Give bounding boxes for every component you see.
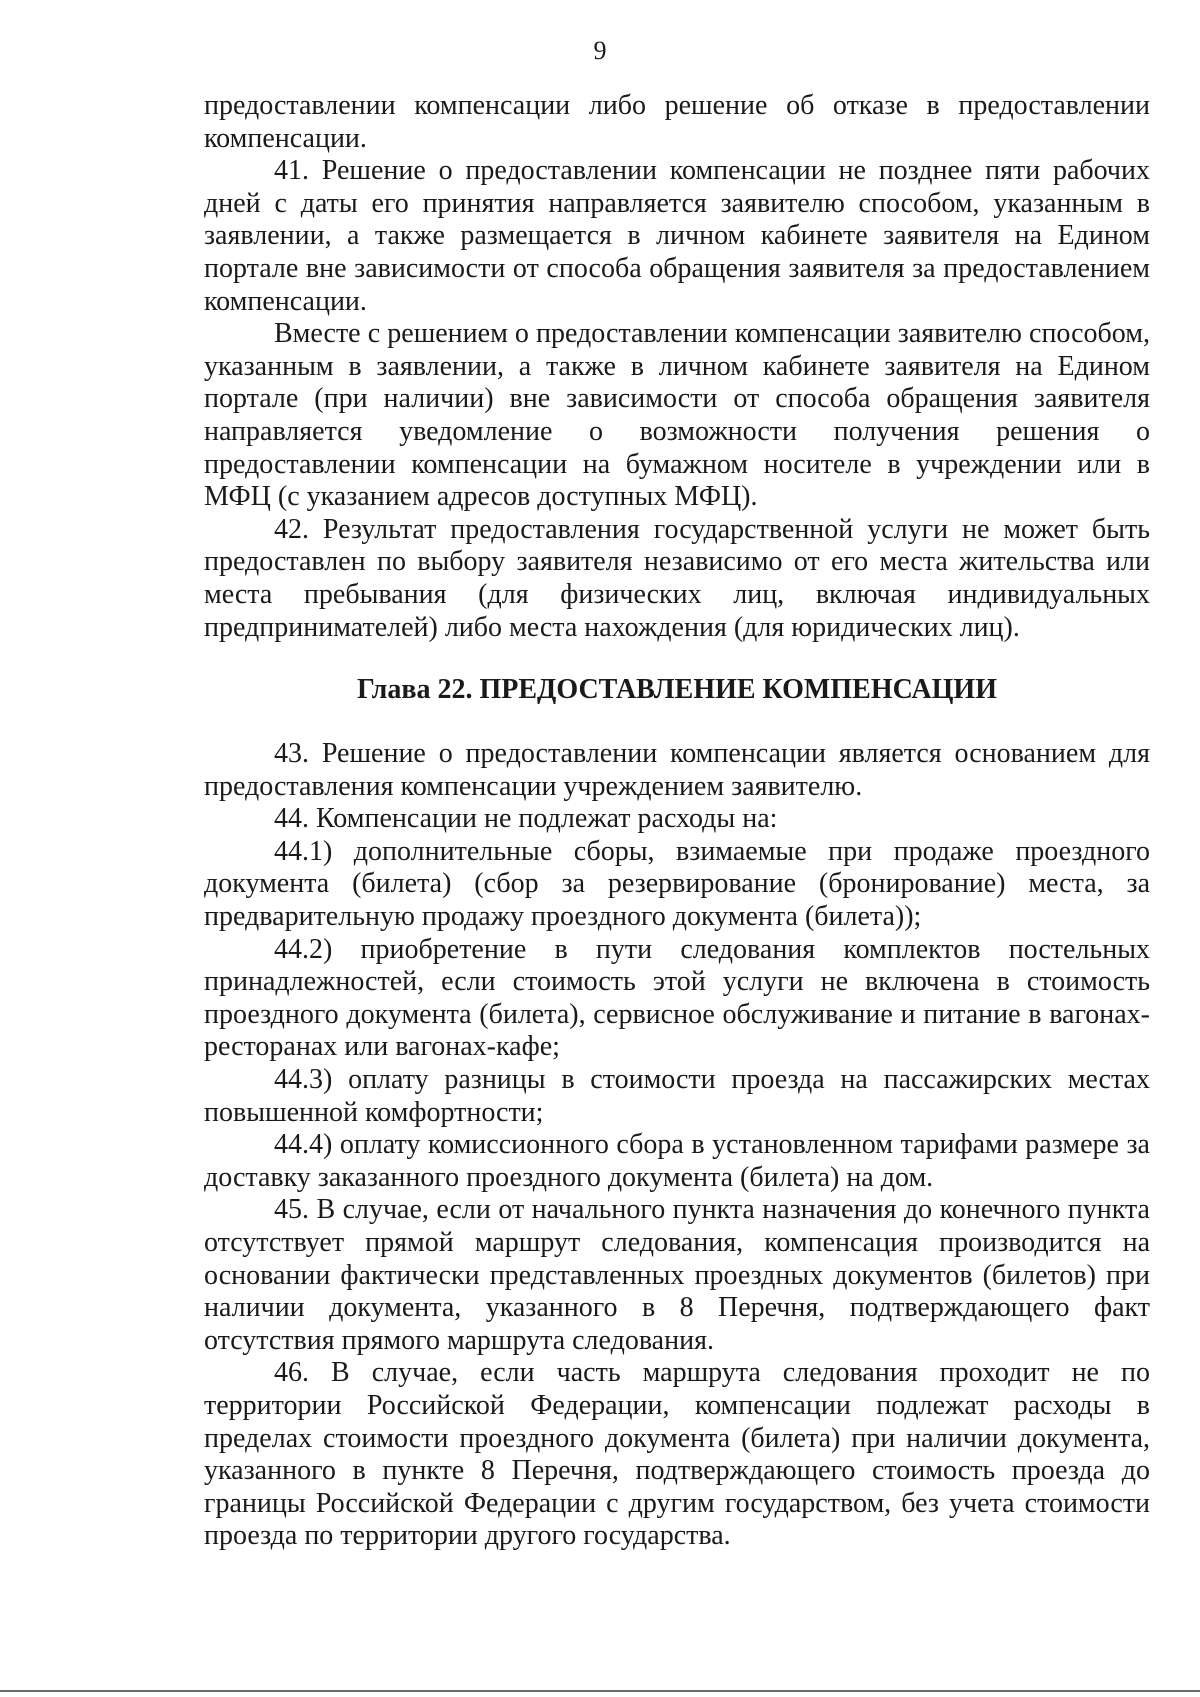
paragraph: 41. Решение о предоставлении компенсации не позднее пяти рабочих дней с даты его принятия направляется заявителю способом, указанным в заявлении, а также размещается в личном кабинете заявителя на Едином портале вне зависимости от способа обращения заявителя за предоставлением компенсации. [204, 155, 1150, 317]
paragraph: 44.4) оплату комиссионного сбора в установленном тарифами размере за доставку заказанного проездного документа (билета) на дом. [204, 1129, 1150, 1193]
paragraph: Вместе с решением о предоставлении компенсации заявителю способом, указанным в заявлении, а также в личном кабинете заявителя на Едином портале (при наличии) вне зависимости от способа обращения заявителя направляется уведомление о возможности получения решения о предоставлении компенсации на бумажном носителе в учреждении или в МФЦ (с указанием адресов доступных МФЦ). [204, 318, 1150, 513]
paragraph: 43. Решение о предоставлении компенсации является основанием для предоставления компенсации учреждением заявителю. [204, 738, 1150, 802]
paragraph: 44.2) приобретение в пути следования комплектов постельных принадлежностей, если стоимость этой услуги не включена в стоимость проездного документа (билета), сервисное обслуживание и питание в вагонах-ресторанах или вагонах-кафе; [204, 933, 1150, 1063]
paragraph: 42. Результат предоставления государственной услуги не может быть предоставлен по выбору заявителя независимо от его места жительства или места пребывания (для физических лиц, включая индивидуальных предпринимателей) либо места нахождения (для юридических лиц). [204, 513, 1150, 643]
paragraph: 44.1) дополнительные сборы, взимаемые при продаже проездного документа (билета) (сбор за резервирование (бронирование) места, за предварительную продажу проездного документа (билета)); [204, 835, 1150, 933]
paragraph: 46. В случае, если часть маршрута следования проходит не по территории Российской Федерации, компенсации подлежат расходы в пределах стоимости проездного документа (билета) при наличии документа, указанного в пункте 8 Перечня, подтверждающего стоимость проезда до границы Российской Федерации с другим государством, без учета стоимости проезда по территории другого государства. [204, 1357, 1150, 1552]
paragraph: 44.3) оплату разницы в стоимости проезда на пассажирских местах повышенной комфортности; [204, 1064, 1150, 1128]
paragraph: предоставлении компенсации либо решение об отказе в предоставлении компенсации. [204, 90, 1150, 154]
paragraph: 44. Компенсации не подлежат расходы на: [274, 803, 778, 835]
section-before-chapter [204, 90, 1150, 644]
scan-edge-line [0, 1690, 1200, 1692]
document-body [204, 90, 1150, 1553]
paragraph: 45. В случае, если от начального пункта назначения до конечного пункта отсутствует прямой маршрут следования, компенсация производится на основании фактически представленных проездных документов (билетов) при наличии документа, указанного в 8 Перечня, подтверждающего факт отсутствия прямого маршрута следования. [204, 1194, 1150, 1356]
section-after-chapter [204, 738, 1150, 1553]
chapter-title: Глава 22. ПРЕДОСТАВЛЕНИЕ КОМПЕНСАЦИИ [357, 674, 997, 706]
page-number: 9 [593, 36, 607, 65]
